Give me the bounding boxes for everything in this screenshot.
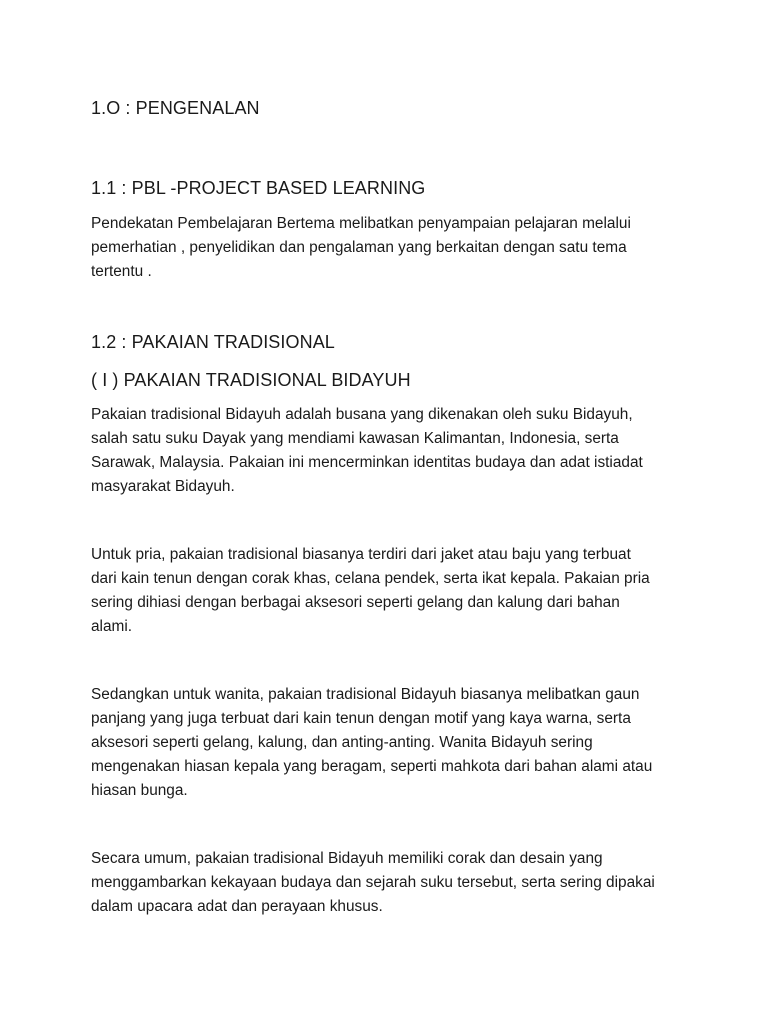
- heading-pbl: 1.1 : PBL -PROJECT BASED LEARNING: [91, 178, 426, 198]
- paragraph-line: Sedangkan untuk wanita, pakaian tradisional Bidayuh biasanya melibatkan gaun: [91, 686, 640, 703]
- paragraph-line: Pendekatan Pembelajaran Bertema melibatkan penyampaian pelajaran melalui: [91, 215, 631, 232]
- paragraph-bidayuh-intro: [91, 403, 691, 499]
- paragraph-line: sering dihiasi dengan berbagai aksesori seperti gelang dan kalung dari bahan: [91, 594, 620, 611]
- paragraph-bidayuh-umum: [91, 847, 691, 919]
- paragraph-line: Secara umum, pakaian tradisional Bidayuh memiliki corak dan desain yang: [91, 850, 603, 867]
- paragraph-bidayuh-pria: [91, 543, 691, 639]
- paragraph-line: masyarakat Bidayuh.: [91, 478, 235, 495]
- paragraph-bidayuh-wanita: [91, 683, 691, 803]
- paragraph-line: Untuk pria, pakaian tradisional biasanya terdiri dari jaket atau baju yang terbuat: [91, 546, 631, 563]
- subheading-bidayuh: ( I ) PAKAIAN TRADISIONAL BIDAYUH: [91, 370, 411, 390]
- paragraph-line: aksesori seperti gelang, kalung, dan anting-anting. Wanita Bidayuh sering: [91, 734, 593, 751]
- heading-pakaian-tradisional: 1.2 : PAKAIAN TRADISIONAL: [91, 332, 335, 352]
- heading-pengenalan: 1.O : PENGENALAN: [91, 98, 260, 118]
- paragraph-line: tertentu .: [91, 263, 152, 280]
- paragraph-line: alami.: [91, 618, 133, 635]
- paragraph-line: dari kain tenun dengan corak khas, celana pendek, serta ikat kepala. Pakaian pria: [91, 570, 650, 587]
- paragraph-line: hiasan bunga.: [91, 782, 188, 799]
- paragraph-line: mengenakan hiasan kepala yang beragam, seperti mahkota dari bahan alami atau: [91, 758, 653, 775]
- paragraph-line: Sarawak, Malaysia. Pakaian ini mencerminkan identitas budaya dan adat istiadat: [91, 454, 643, 471]
- paragraph-line: pemerhatian , penyelidikan dan pengalaman yang berkaitan dengan satu tema: [91, 239, 627, 256]
- paragraph-pbl: [91, 212, 691, 284]
- paragraph-line: Pakaian tradisional Bidayuh adalah busana yang dikenakan oleh suku Bidayuh,: [91, 406, 633, 423]
- paragraph-line: salah satu suku Dayak yang mendiami kawasan Kalimantan, Indonesia, serta: [91, 430, 619, 447]
- paragraph-line: panjang yang juga terbuat dari kain tenun dengan motif yang kaya warna, serta: [91, 710, 631, 727]
- paragraph-line: dalam upacara adat dan perayaan khusus.: [91, 898, 383, 915]
- paragraph-line: menggambarkan kekayaan budaya dan sejarah suku tersebut, serta sering dipakai: [91, 874, 655, 891]
